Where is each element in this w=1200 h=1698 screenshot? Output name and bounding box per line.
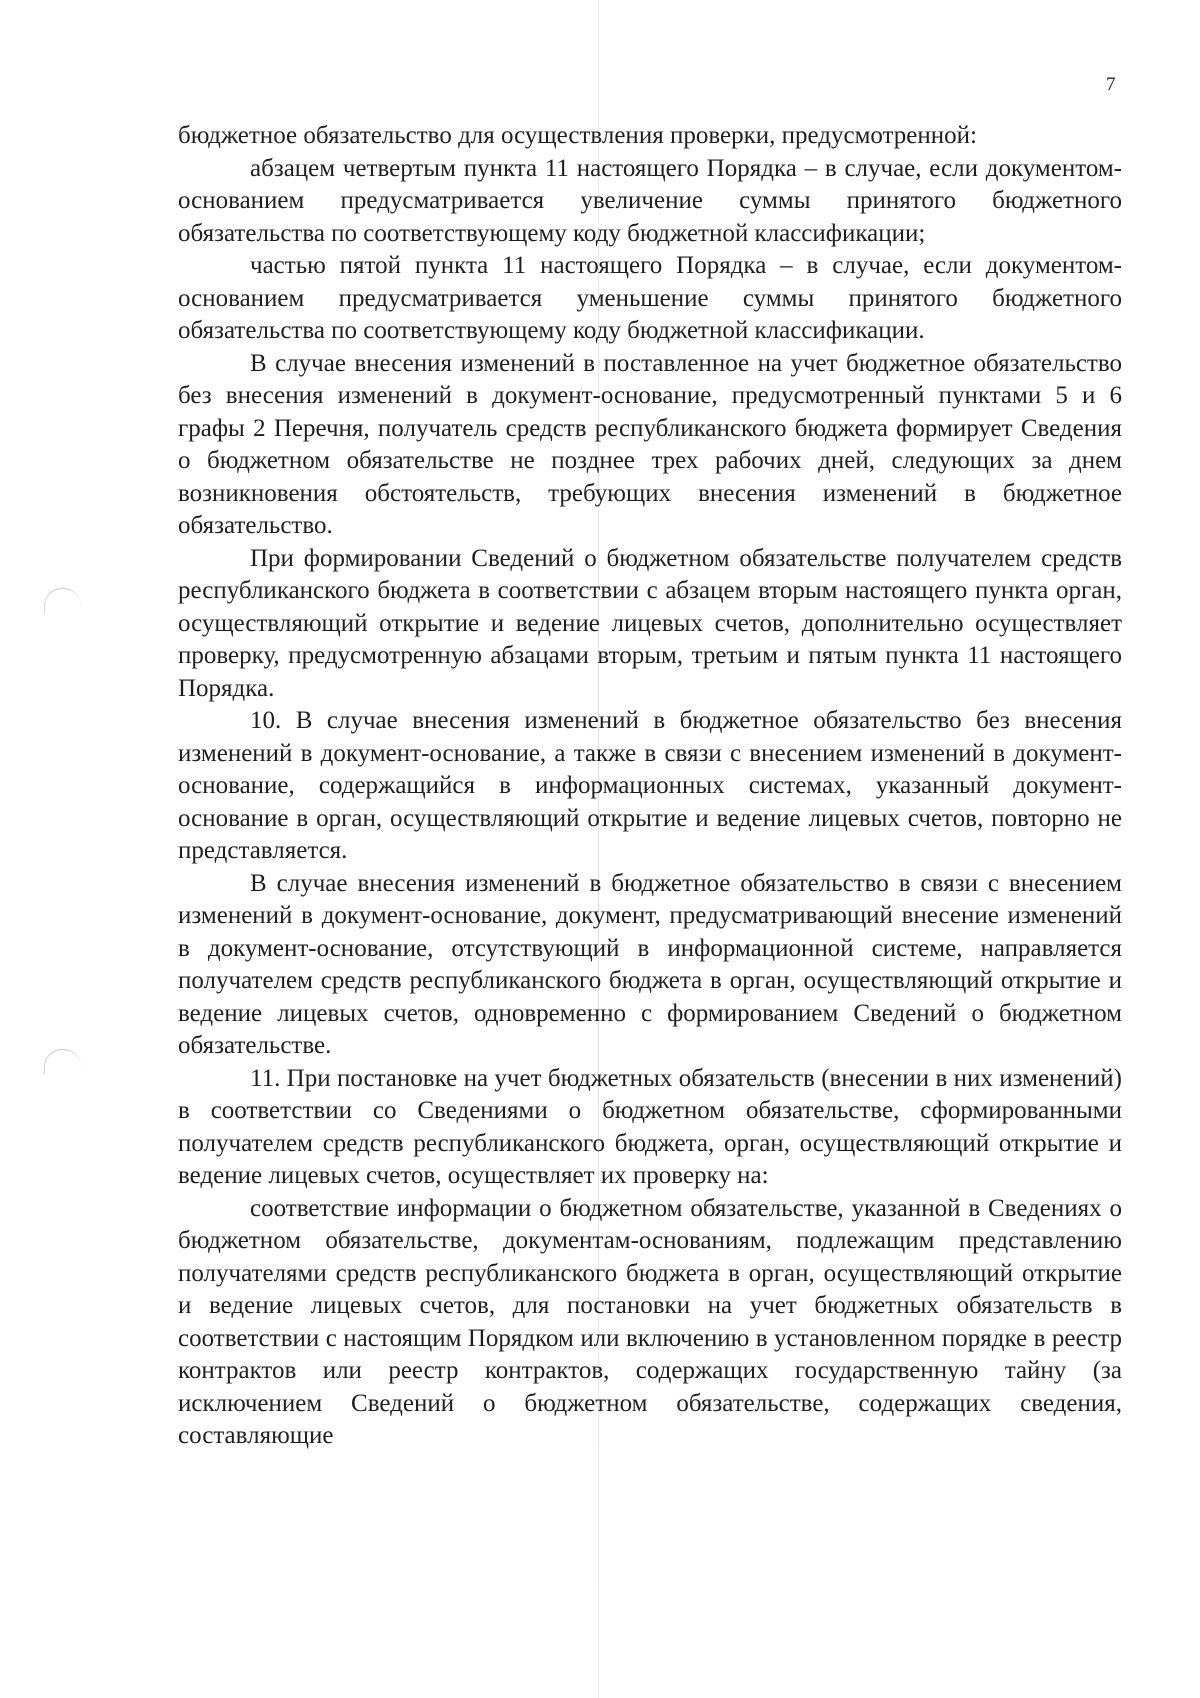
paragraph: частью пятой пункта 11 настоящего Порядка – в случае, если документом-основанием предусматривается уменьшение суммы принятого бюджетного обязательства по соответствующему коду бюджетной классификации. <box>178 252 1122 344</box>
page-number: 7 <box>1106 74 1116 95</box>
paragraph: При формировании Сведений о бюджетном обязательстве получателем средств республиканского бюджета в соответствии с абзацем вторым настоящего пункта орган, осуществляющий открытие и ведение лицевых счетов, дополнительно осуществляет проверку, предусмотренную абзацами вторым, третьим и пятым пункта 11 настоящего Порядка. <box>178 544 1122 702</box>
document-body <box>178 120 1122 1453</box>
paragraph: абзацем четвертым пункта 11 настоящего Порядка – в случае, если документом-основанием предусматривается увеличение суммы принятого бюджетного обязательства по соответствующему коду бюджетной классификации; <box>178 154 1122 247</box>
paragraph: соответствие информации о бюджетном обязательстве, указанной в Сведениях о бюджетном обязательстве, документам-основаниям, подлежащим представлению получателями средств республиканского бюджета в орган, осуществляющий открытие и ведение лицевых счетов, для постановки на учет бюджетных обязательств в соответствии с настоящим Порядком или включению в установленном порядке в реестр контрактов или реестр контрактов, содержащих государственную тайну (за исключением Сведений о бюджетном обязательстве, содержащих сведения, составляющие <box>178 1194 1122 1449</box>
paragraph: 11. При постановке на учет бюджетных обязательств (внесении в них изменений) в соответствии со Сведениями о бюджетном обязательстве, сформированными получателем средств республиканского бюджета, орган, осуществляющий открытие и ведение лицевых счетов, осуществляет их проверку на: <box>178 1064 1122 1189</box>
paragraph: В случае внесения изменений в бюджетное обязательство в связи с внесением изменений в документ-основание, документ, предусматривающий внесение изменений в документ-основание, отсутствующий в информационной системе, направляется получателем средств республиканского бюджета в орган, осуществляющий открытие и ведение лицевых счетов, одновременно с формированием Сведений о бюджетном обязательстве. <box>178 869 1122 1059</box>
paragraph: бюджетное обязательство для осуществления проверки, предусмотренной: <box>178 122 977 149</box>
punch-hole-mark <box>44 588 81 613</box>
punch-hole-mark <box>44 1049 81 1074</box>
paragraph: 10. В случае внесения изменений в бюджетное обязательство без внесения изменений в документ-основание, а также в связи с внесением изменений в документ-основание, содержащийся в информационных системах, указанный документ-основание в орган, осуществляющий открытие и ведение лицевых счетов, повторно не представляется. <box>178 707 1122 864</box>
paragraph: В случае внесения изменений в поставленное на учет бюджетное обязательство без внесения изменений в документ-основание, предусмотренный пунктами 5 и 6 графы 2 Перечня, получатель средств республиканского бюджета формирует Сведения о бюджетном обязательстве не позднее трех рабочих дней, следующих за днем возникновения обстоятельств, требующих внесения изменений в бюджетное обязательство. <box>178 349 1122 539</box>
